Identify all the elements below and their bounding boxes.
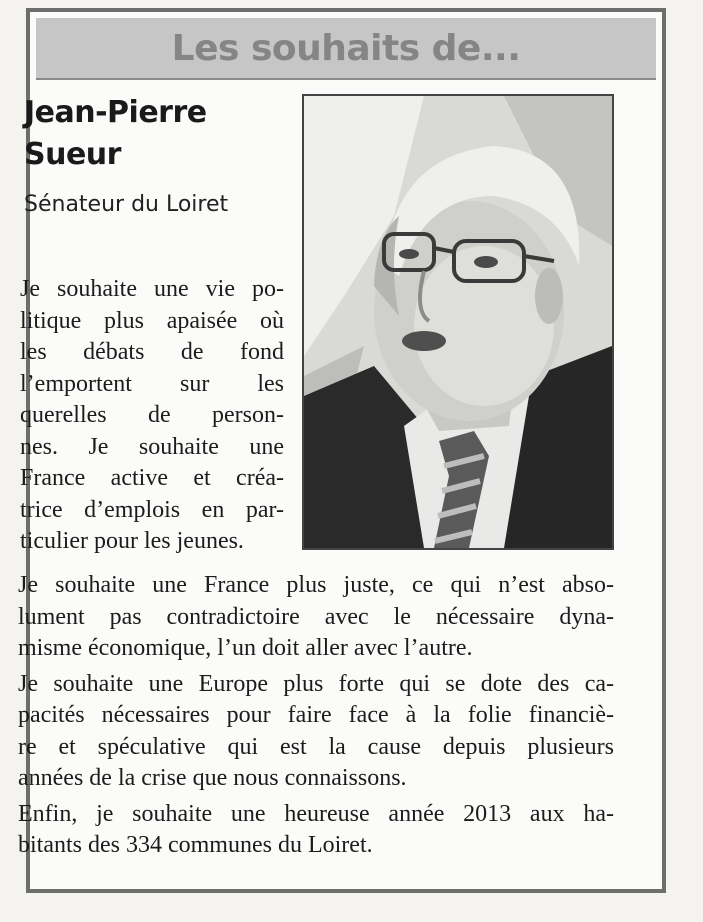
text-line: Je souhaite une France plus juste, ce qui n’est abso- <box>18 572 614 598</box>
text-line: les débats de fond <box>20 339 284 365</box>
paragraph <box>18 799 614 862</box>
text-line: France active et créa- <box>20 465 284 491</box>
person-name-line: Sueur <box>24 137 121 172</box>
person-name <box>24 92 207 176</box>
text-line: Enfin, je souhaite une heureuse année 2013 aux ha- <box>18 800 614 827</box>
text-line: nes. Je souhaite une <box>20 433 284 460</box>
intro-paragraph <box>20 274 284 558</box>
text-line: ticulier pour les jeunes. <box>20 528 244 554</box>
person-name-line: Jean-Pierre <box>24 95 207 130</box>
text-line: l’emportent sur les <box>20 370 284 397</box>
text-line: trice d’emplois en par- <box>20 496 284 523</box>
text-line: Je souhaite une Europe plus forte qui se dote des ca- <box>18 670 614 697</box>
paragraph <box>18 570 614 665</box>
text-line: litique plus apaisée où <box>20 307 284 334</box>
body-text <box>18 570 614 866</box>
portrait-illustration <box>304 96 612 548</box>
portrait-photo <box>302 94 614 550</box>
section-banner <box>36 18 656 80</box>
text-line: lument pas contradictoire avec le nécessaire dyna- <box>18 603 614 630</box>
text-line: misme économique, l’un doit aller avec l’autre. <box>18 635 473 661</box>
text-line: années de la crise que nous connaissons. <box>18 765 407 791</box>
person-role: Sénateur du Loiret <box>24 192 229 217</box>
banner-title: Les souhaits de... <box>171 28 521 69</box>
text-line: pacités nécessaires pour faire face à la folie financiè- <box>18 702 614 728</box>
text-line: bitants des 334 communes du Loiret. <box>18 832 373 858</box>
text-line: re et spéculative qui est la cause depuis plusieurs <box>18 733 614 760</box>
text-line: Je souhaite une vie po- <box>20 276 284 302</box>
text-line: querelles de person- <box>20 402 284 428</box>
paragraph <box>18 669 614 795</box>
